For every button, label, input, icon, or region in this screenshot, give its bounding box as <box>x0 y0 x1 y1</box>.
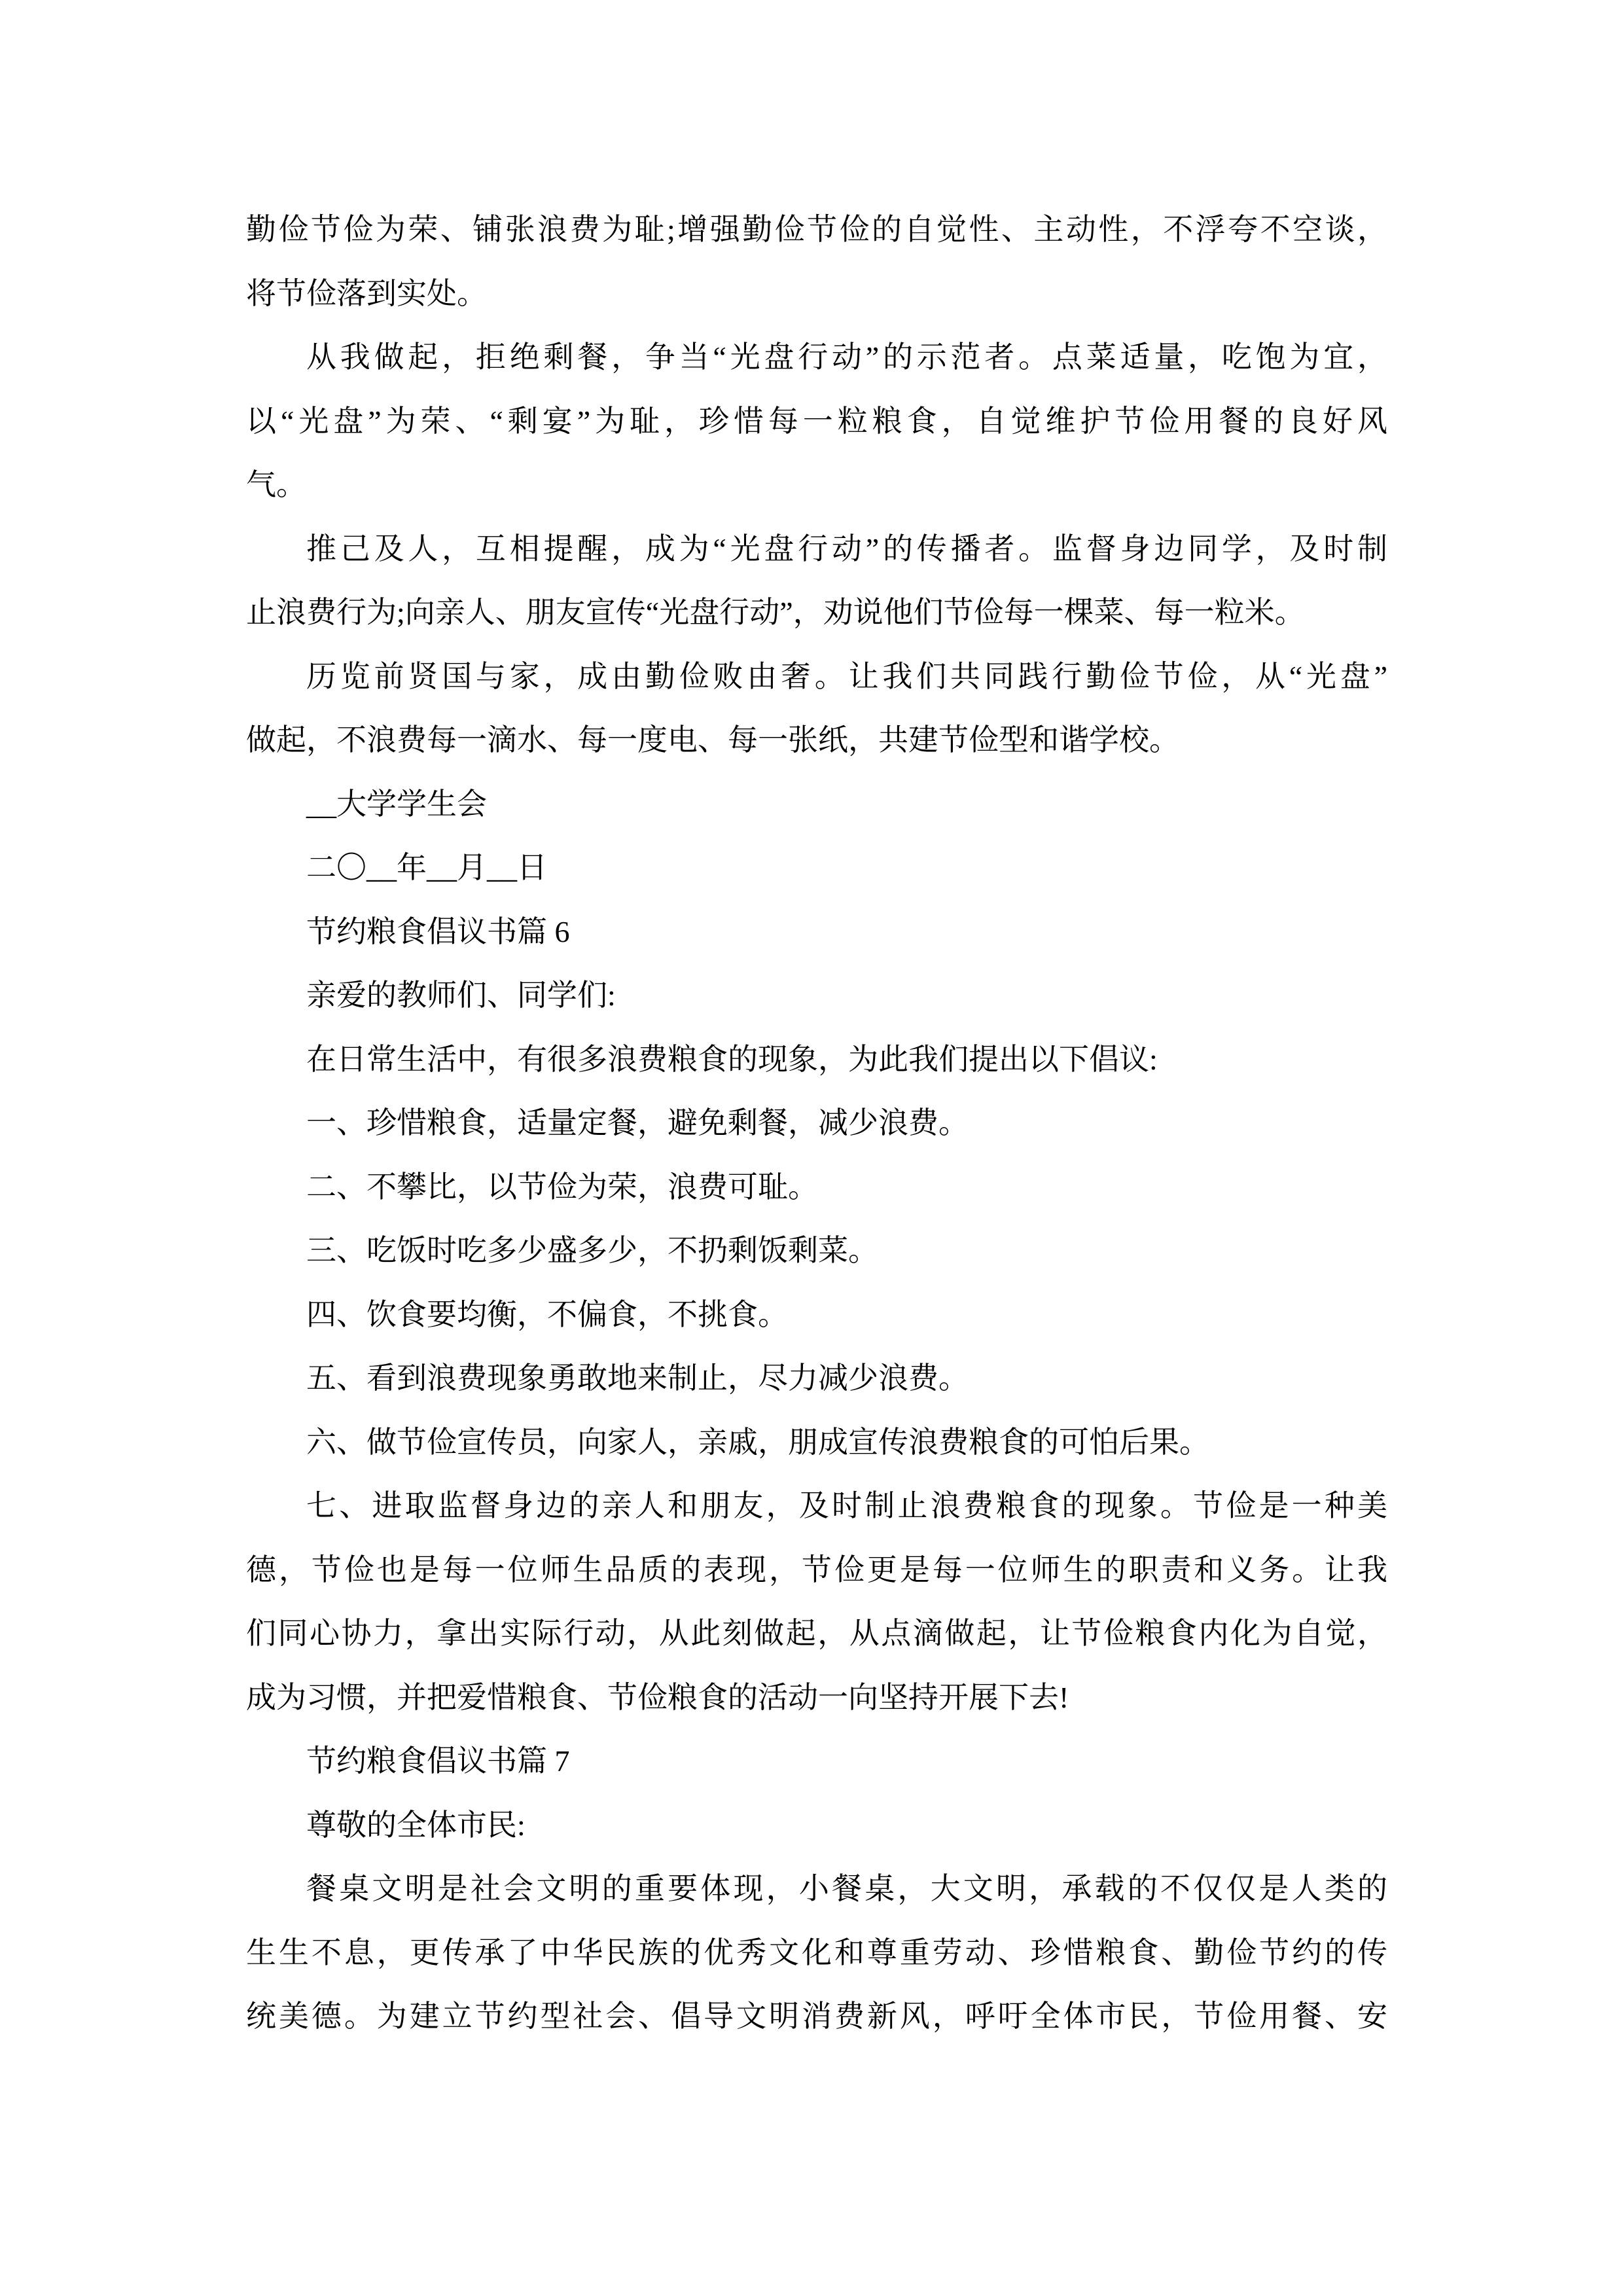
paragraph-body <box>246 1857 1387 2049</box>
text-line: 们同心协力，拿出实际行动，从此刻做起，从点滴做起，让节俭粮食内化为自觉， <box>246 1617 1387 1650</box>
document-body <box>246 198 1387 2049</box>
text-line: 统美德。为建立节约型社会、倡导文明消费新风，呼吁全体市民，节俭用餐、安 <box>246 2000 1387 2033</box>
text-line: 餐桌文明是社会文明的重要体现，小餐桌，大文明，承载的不仅仅是人类的 <box>306 1872 1387 1905</box>
text-line: 在日常生活中，有很多浪费粮食的现象，为此我们提出以下倡议: <box>306 1042 1158 1076</box>
paragraph-body <box>246 645 1387 772</box>
text-line: __大学学生会 <box>306 787 487 821</box>
text-line: 尊敬的全体市民: <box>306 1808 526 1842</box>
paragraph-salutation <box>246 1793 1387 1857</box>
text-line: 二、不攀比，以节俭为荣，浪费可耻。 <box>306 1170 818 1204</box>
paragraph-salutation <box>246 963 1387 1028</box>
text-line: 将节俭落到实处。 <box>246 276 487 310</box>
paragraph-list-item <box>246 1219 1387 1283</box>
paragraph-section-heading <box>246 900 1387 964</box>
paragraph-list-item <box>246 1091 1387 1155</box>
text-line: 勤俭节俭为荣、铺张浪费为耻;增强勤俭节俭的自觉性、主动性，不浮夸不空谈， <box>246 213 1387 246</box>
paragraph-signature <box>246 772 1387 836</box>
text-line: 节约粮食倡议书篇 7 <box>306 1744 570 1778</box>
paragraph-date-line <box>246 836 1387 900</box>
paragraph-list-item <box>246 1155 1387 1219</box>
text-line: 二〇__年__月__日 <box>306 851 547 884</box>
paragraph-body <box>246 325 1387 517</box>
text-line: 节约粮食倡议书篇 6 <box>306 914 570 948</box>
text-line: 做起，不浪费每一滴水、每一度电、每一张纸，共建节俭型和谐学校。 <box>246 723 1179 757</box>
text-line: 生生不息，更传承了中华民族的优秀文化和尊重劳动、珍惜粮食、勤俭节约的传 <box>246 1935 1387 1969</box>
paragraph-body-continuation <box>246 198 1387 325</box>
text-line: 六、做节俭宣传员，向家人，亲戚，朋成宣传浪费粮食的可怕后果。 <box>306 1425 1209 1459</box>
text-line: 一、珍惜粮食，适量定餐，避免剩餐，减少浪费。 <box>306 1106 969 1139</box>
paragraph-list-item <box>246 1283 1387 1347</box>
text-line: 推己及人，互相提醒，成为“光盘行动”的传播者。监督身边同学，及时制 <box>306 531 1387 565</box>
text-line: 成为习惯，并把爱惜粮食、节俭粮食的活动一向坚持开展下去! <box>246 1680 1069 1714</box>
text-line: 五、看到浪费现象勇敢地来制止，尽力减少浪费。 <box>306 1361 969 1395</box>
paragraph-body <box>246 517 1387 645</box>
text-line: 德，节俭也是每一位师生品质的表现，节俭更是每一位师生的职责和义务。让我 <box>246 1552 1387 1587</box>
text-line: 历览前贤国与家，成由勤俭败由奢。让我们共同践行勤俭节俭，从“光盘” <box>306 659 1387 693</box>
text-line: 以“光盘”为荣、“剩宴”为耻，珍惜每一粒粮食，自觉维护节俭用餐的良好风 <box>246 404 1387 438</box>
text-line: 从我做起，拒绝剩餐，争当“光盘行动”的示范者。点菜适量，吃饱为宜， <box>306 340 1387 374</box>
text-line: 七、进取监督身边的亲人和朋友，及时制止浪费粮食的现象。节俭是一种美 <box>306 1489 1387 1522</box>
paragraph-body <box>246 1028 1387 1092</box>
text-line: 亲爱的教师们、同学们: <box>306 978 616 1012</box>
paragraph-section-heading <box>246 1729 1387 1793</box>
paragraph-list-item <box>246 1346 1387 1410</box>
paragraph-list-item <box>246 1474 1387 1729</box>
text-line: 三、吃饭时吃多少盛多少，不扔剩饭剩菜。 <box>306 1234 878 1267</box>
text-line: 四、饮食要均衡，不偏食，不挑食。 <box>306 1297 788 1331</box>
paragraph-list-item <box>246 1410 1387 1475</box>
text-line: 止浪费行为;向亲人、朋友宣传“光盘行动”，劝说他们节俭每一棵菜、每一粒米。 <box>246 596 1305 629</box>
text-line: 气。 <box>246 468 306 501</box>
